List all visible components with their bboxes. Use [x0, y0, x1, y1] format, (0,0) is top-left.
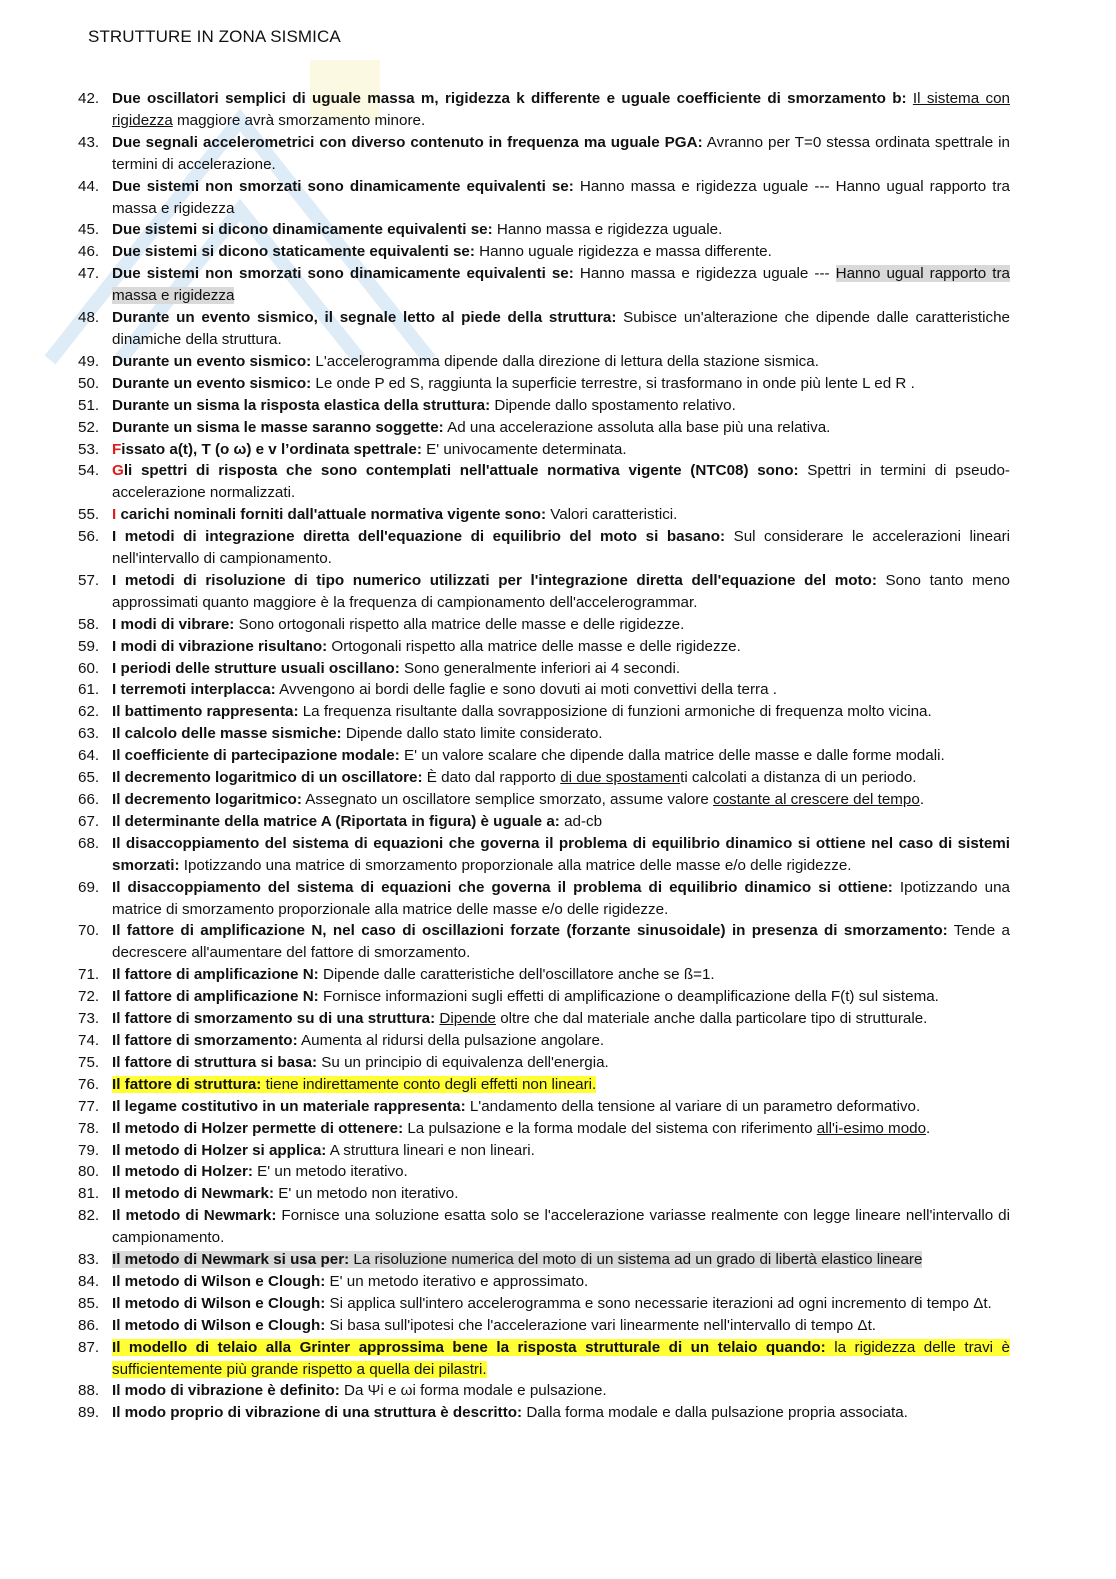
question-text: Il fattore di smorzamento:: [112, 1031, 298, 1049]
question-text: Il fattore di struttura:: [112, 1075, 262, 1093]
list-item: [78, 219, 1010, 241]
question-text: Il fattore di amplificazione N:: [112, 966, 319, 984]
list-item: [78, 241, 1010, 263]
list-item: [78, 417, 1010, 439]
item-number: 67.: [78, 812, 100, 830]
item-number: 86.: [78, 1316, 100, 1334]
list-item: [78, 1249, 1010, 1271]
answer-text: Sul considerare le accelerazioni lineari nell'intervallo di campionamento.: [112, 528, 1010, 568]
list-item: [78, 88, 1010, 132]
item-number: 53.: [78, 440, 100, 458]
answer-text: E' un valore scalare che dipende dalla matrice delle masse e dalle forme modali.: [399, 747, 945, 765]
answer-text: Sono ortogonali rispetto alla matrice delle masse e delle rigidezze.: [234, 615, 685, 633]
list-item: [78, 833, 1010, 877]
item-number: 49.: [78, 352, 100, 370]
answer-text: Le onde P ed S, raggiunta la superficie terrestre, si trasformano in onde più lente L ed R .: [311, 374, 915, 392]
item-number: 59.: [78, 637, 100, 655]
answer-text: La frequenza risultante dalla sovrapposizione di funzioni armoniche di frequenza molto vicina.: [298, 703, 932, 721]
question-text: Il fattore di smorzamento su di una struttura:: [112, 1010, 436, 1028]
list-item: [78, 679, 1010, 701]
answer-text: E' univocamente determinata.: [421, 440, 627, 458]
answer-underlined: di due spostamen: [560, 769, 681, 787]
list-item: [78, 1052, 1010, 1074]
answer-text: Hanno uguale rigidezza e massa differente.: [474, 243, 772, 261]
answer-text: Tende a decrescere all'aumentare del fattore di smorzamento.: [112, 922, 1010, 962]
answer-text: Subisce un'alterazione che dipende dalle caratteristiche dinamiche della struttura.: [112, 309, 1010, 348]
answer-text: Dipende dallo stato limite considerato.: [341, 725, 603, 743]
question-text: I modi di vibrare:: [112, 615, 235, 633]
list-item: [78, 373, 1010, 395]
answer-text: Aumenta al ridursi della pulsazione angolare.: [297, 1031, 605, 1049]
list-item: [78, 351, 1010, 373]
question-text: Due oscillatori semplici di uguale massa m, rigidezza k differente e uguale coefficiente di smorzamento b:: [112, 90, 907, 107]
answer-text: Sono generalmente inferiori ai 4 secondi.: [399, 659, 681, 677]
question-text: carichi nominali forniti dall'attuale normativa vigente sono:: [116, 506, 547, 524]
item-number: 52.: [78, 418, 100, 436]
item-number: 82.: [78, 1207, 100, 1225]
item-number: 76.: [78, 1075, 100, 1093]
question-text: I metodi di integrazione diretta dell'equazione di equilibrio del moto si basano:: [112, 528, 726, 546]
list-item: [78, 460, 1010, 504]
question-text: Durante un evento sismico, il segnale letto al piede della struttura:: [112, 309, 617, 327]
list-item: [78, 1118, 1010, 1140]
question-text: Il battimento rappresenta:: [112, 703, 299, 721]
answer-text: E' un metodo iterativo.: [252, 1163, 408, 1181]
question-text: I modi di vibrazione risultano:: [112, 637, 328, 655]
list-item: [78, 614, 1010, 636]
answer-text: Valori caratteristici.: [546, 506, 678, 524]
item-number: 75.: [78, 1053, 100, 1071]
item-number: 46.: [78, 243, 100, 261]
question-text: Il determinante della matrice A (Riportata in figura) è uguale a:: [112, 812, 560, 830]
item-number: 80.: [78, 1163, 100, 1181]
answer-text: Dipende dalle caratteristiche dell'oscillatore anche se ß=1.: [318, 966, 715, 984]
item-number: 60.: [78, 659, 100, 677]
answer-text-cont: .: [919, 791, 925, 808]
question-initial: F: [112, 440, 122, 458]
list-item: [78, 526, 1010, 570]
question-text: Durante un sisma le masse saranno soggette:: [112, 418, 444, 436]
question-text: Il decremento logaritmico:: [112, 791, 302, 808]
list-item: [78, 1074, 1010, 1096]
answer-text: Dalla forma modale e dalla pulsazione propria associata.: [522, 1404, 908, 1422]
answer-text: E' un metodo non iterativo.: [274, 1185, 459, 1203]
question-text: Il disaccoppiamento del sistema di equazioni che governa il problema di equilibrio dinamico si ottiene:: [112, 878, 893, 896]
answer-text-cont: oltre che dal materiale anche dalla particolare tipo di strutturale.: [496, 1010, 928, 1028]
question-text: Durante un evento sismico:: [112, 374, 312, 392]
item-number: 43.: [78, 133, 100, 151]
answer-text: Si basa sull'ipotesi che l'accelerazione vari linearmente nell'intervallo di tempo Δt.: [325, 1316, 877, 1334]
item-number: 84.: [78, 1272, 100, 1290]
list-item: [78, 263, 1010, 307]
question-answer-list: [78, 88, 1010, 1424]
item-number: 70.: [78, 922, 100, 940]
question-text: Il modello di telaio alla Grinter approssima bene la risposta strutturale di un telaio quando:: [112, 1338, 826, 1356]
question-initial: I: [112, 506, 117, 524]
answer-text: Da Ψi e ωi forma modale e pulsazione.: [339, 1382, 607, 1400]
answer-underlined: costante al crescere del tempo: [713, 791, 920, 808]
list-item: [78, 701, 1010, 723]
question-text: Il fattore di amplificazione N, nel caso di oscillazioni forzate (forzante sinusoidale) in presenza di smorzamento:: [112, 922, 948, 940]
list-item: [78, 767, 1010, 789]
item-number: 55.: [78, 506, 100, 524]
list-item: [78, 1183, 1010, 1205]
answer-text: Fornisce una soluzione esatta solo se l'accelerazione variasse realmente con legge lineare nell'intervallo di campionamento.: [112, 1207, 1010, 1247]
list-item: [78, 986, 1010, 1008]
answer-text: Hanno massa e rigidezza uguale --- Hanno ugual rapporto tra massa e rigidezza: [112, 177, 1010, 217]
item-number: 51.: [78, 396, 100, 414]
item-number: 47.: [78, 265, 100, 283]
answer-text: Hanno massa e rigidezza uguale.: [492, 221, 723, 239]
question-text: I terremoti interplacca:: [112, 681, 276, 699]
question-text: Il legame costitutivo in un materiale rappresenta:: [112, 1097, 466, 1115]
item-number: 61.: [78, 681, 100, 699]
list-item: [78, 307, 1010, 351]
question-text: li spettri di risposta che sono contemplati nell'attuale normativa vigente (NTC08) sono:: [123, 462, 799, 480]
list-item: [78, 439, 1010, 461]
answer-text: È dato dal rapporto: [422, 769, 561, 787]
answer-text: Assegnato un oscillatore semplice smorzato, assume valore: [301, 791, 713, 808]
page-header: STRUTTURE IN ZONA SISMICA: [88, 27, 341, 46]
list-item: [78, 1030, 1010, 1052]
list-item: [78, 1293, 1010, 1315]
list-item: [78, 1205, 1010, 1249]
item-number: 79.: [78, 1141, 100, 1159]
item-number: 77.: [78, 1097, 100, 1115]
item-number: 69.: [78, 878, 100, 896]
question-text: Durante un evento sismico:: [112, 352, 312, 370]
item-number: 63.: [78, 725, 100, 743]
item-number: 57.: [78, 571, 100, 589]
answer-text: Ipotizzando una matrice di smorzamento proporzionale alla matrice delle masse e/o delle rigidezze.: [112, 878, 1010, 918]
question-text: Due segnali accelerometrici con diverso contenuto in frequenza ma uguale PGA:: [112, 133, 703, 151]
highlight: [112, 1251, 922, 1268]
answer-text: Spettri in termini di pseudo-accelerazione normalizzati.: [112, 462, 1010, 502]
item-number: 87.: [78, 1338, 100, 1356]
list-item: [78, 132, 1010, 176]
question-text: Il disaccoppiamento del sistema di equazioni che governa il problema di equilibrio dinamico si ottiene nel caso di sistemi smorzati:: [112, 834, 1010, 874]
list-item: [78, 1140, 1010, 1162]
question-text: Il decremento logaritmico di un oscillatore:: [112, 769, 423, 787]
list-item: [78, 1271, 1010, 1293]
item-number: 68.: [78, 834, 100, 852]
question-text: Due sistemi si dicono dinamicamente equivalenti se:: [112, 221, 493, 239]
list-item: [78, 877, 1010, 921]
question-text: Due sistemi si dicono staticamente equivalenti se:: [112, 243, 475, 261]
question-text: Il metodo di Holzer permette di ottenere:: [112, 1119, 404, 1137]
question-text: Il metodo di Holzer:: [112, 1163, 253, 1181]
question-text: Il metodo di Newmark si usa per:: [112, 1251, 350, 1269]
answer-text: A struttura lineari e non lineari.: [326, 1141, 535, 1159]
list-item: [78, 1008, 1010, 1030]
answer-text: Ad una accelerazione assoluta alla base più una relativa.: [443, 418, 831, 436]
item-number: 58.: [78, 615, 100, 633]
item-number: 56.: [78, 528, 100, 546]
answer-text-cont: maggiore avrà smorzamento minore.: [172, 111, 426, 129]
answer-text: La risoluzione numerica del moto di un sistema ad un grado di libertà elastico lineare: [349, 1251, 923, 1269]
item-number: 44.: [78, 177, 100, 195]
highlight: [112, 1339, 1010, 1378]
answer-text: Si applica sull'intero accelerogramma e sono necessarie iterazioni ad ogni incremento di tempo Δt.: [325, 1294, 992, 1312]
answer-text: Fornisce informazioni sugli effetti di amplificazione o deamplificazione della F(t) sul sistema.: [318, 988, 939, 1006]
item-number: 71.: [78, 966, 100, 984]
question-text: Il fattore di struttura si basa:: [112, 1053, 318, 1071]
question-text: Il metodo di Newmark:: [112, 1185, 275, 1203]
list-item: [78, 570, 1010, 614]
item-number: 54.: [78, 462, 100, 480]
list-item: [78, 1096, 1010, 1118]
answer-text: Sono tanto meno approssimati quanto maggiore è la frequenza di campionamento dell'accelerogrammar.: [112, 571, 1010, 611]
item-number: 89.: [78, 1404, 100, 1422]
list-item: [78, 789, 1010, 811]
question-text: Il modo di vibrazione è definito:: [112, 1382, 340, 1400]
answer-underlined: Il sistema con rigidezza: [112, 90, 1010, 129]
question-text: Il metodo di Wilson e Clough:: [112, 1272, 326, 1290]
question-text: Il fattore di amplificazione N:: [112, 988, 319, 1006]
list-item: [78, 811, 1010, 833]
answer-text: Dipende dallo spostamento relativo.: [490, 396, 736, 414]
list-item: [78, 723, 1010, 745]
question-text: Il metodo di Holzer si applica:: [112, 1141, 327, 1159]
list-item: [78, 658, 1010, 680]
list-item: [78, 1337, 1010, 1381]
list-item: [78, 636, 1010, 658]
item-number: 65.: [78, 769, 100, 787]
item-number: 42.: [78, 90, 100, 107]
item-number: 45.: [78, 221, 100, 239]
item-number: 50.: [78, 374, 100, 392]
answer-text-cont: ti calcolati a distanza di un periodo.: [680, 769, 917, 787]
list-item: [78, 395, 1010, 417]
question-text: Il modo proprio di vibrazione di una struttura è descritto:: [112, 1404, 523, 1422]
answer-text: Avvengono ai bordi delle faglie e sono dovuti ai moti convettivi della terra .: [275, 681, 777, 699]
list-item: [78, 176, 1010, 220]
item-number: 62.: [78, 703, 100, 721]
answer-text: Ipotizzando una matrice di smorzamento proporzionale alla matrice delle masse e/o delle rigidezze.: [179, 856, 852, 874]
answer-text: la rigidezza delle travi è sufficientemente più grande rispetto a quella dei pilastri.: [112, 1338, 1010, 1378]
answer-text: Su un principio di equivalenza dell'energia.: [317, 1053, 609, 1071]
list-item: [78, 1402, 1010, 1424]
question-text: Il coefficiente di partecipazione modale:: [112, 747, 400, 765]
answer-text: Avranno per T=0 stessa ordinata spettrale in termini di accelerazione.: [112, 133, 1010, 173]
list-item: [78, 1161, 1010, 1183]
question-text: issato a(t), T (o ω) e v l’ordinata spettrale:: [121, 440, 422, 458]
list-item: [78, 1380, 1010, 1402]
question-text: Il metodo di Wilson e Clough:: [112, 1294, 326, 1312]
list-item: [78, 964, 1010, 986]
answer-text: E' un metodo iterativo e approssimato.: [325, 1272, 589, 1290]
item-number: 78.: [78, 1119, 100, 1137]
answer-text-cont: .: [926, 1119, 931, 1137]
item-number: 64.: [78, 747, 100, 765]
highlight: [112, 1076, 596, 1093]
question-text: Il metodo di Wilson e Clough:: [112, 1316, 326, 1334]
question-text: Due sistemi non smorzati sono dinamicamente equivalenti se:: [112, 177, 574, 195]
question-text: I periodi delle strutture usuali oscillano:: [112, 659, 400, 677]
answer-underlined: all'i-esimo modo: [816, 1119, 927, 1137]
answer-text: La pulsazione e la forma modale del sistema con riferimento: [403, 1119, 817, 1137]
question-initial: G: [112, 462, 124, 480]
question-text: Due sistemi non smorzati sono dinamicamente equivalenti se:: [112, 265, 574, 283]
item-number: 83.: [78, 1251, 100, 1269]
question-text: Il metodo di Newmark:: [112, 1207, 277, 1225]
answer-underlined: Dipende: [439, 1010, 496, 1028]
item-number: 88.: [78, 1382, 100, 1400]
item-number: 85.: [78, 1294, 100, 1312]
answer-text: ad-cb: [559, 812, 603, 830]
item-number: 66.: [78, 791, 100, 808]
answer-text: Ortogonali rispetto alla matrice delle masse e delle rigidezze.: [327, 637, 741, 655]
question-text: I metodi di risoluzione di tipo numerico utilizzati per l'integrazione diretta dell'equazione del moto:: [112, 571, 877, 589]
answer-highlight: Hanno ugual rapporto tra massa e rigidezza: [112, 265, 1010, 305]
item-number: 72.: [78, 988, 100, 1006]
list-item: [78, 745, 1010, 767]
list-item: [78, 504, 1010, 526]
item-number: 74.: [78, 1031, 100, 1049]
item-number: 73.: [78, 1010, 100, 1028]
answer-text: L'andamento della tensione al variare di un parametro deformativo.: [465, 1097, 921, 1115]
question-text: Il calcolo delle masse sismiche:: [112, 725, 342, 743]
answer-text: L'accelerogramma dipende dalla direzione di lettura della stazione sismica.: [311, 352, 819, 370]
item-number: 81.: [78, 1185, 100, 1203]
answer-text: Hanno massa e rigidezza uguale ---: [573, 265, 836, 283]
list-item: [78, 920, 1010, 964]
list-item: [78, 1315, 1010, 1337]
answer-text: tiene indirettamente conto degli effetti non lineari.: [261, 1075, 597, 1093]
question-text: Durante un sisma la risposta elastica della struttura:: [112, 396, 491, 414]
item-number: 48.: [78, 309, 100, 327]
